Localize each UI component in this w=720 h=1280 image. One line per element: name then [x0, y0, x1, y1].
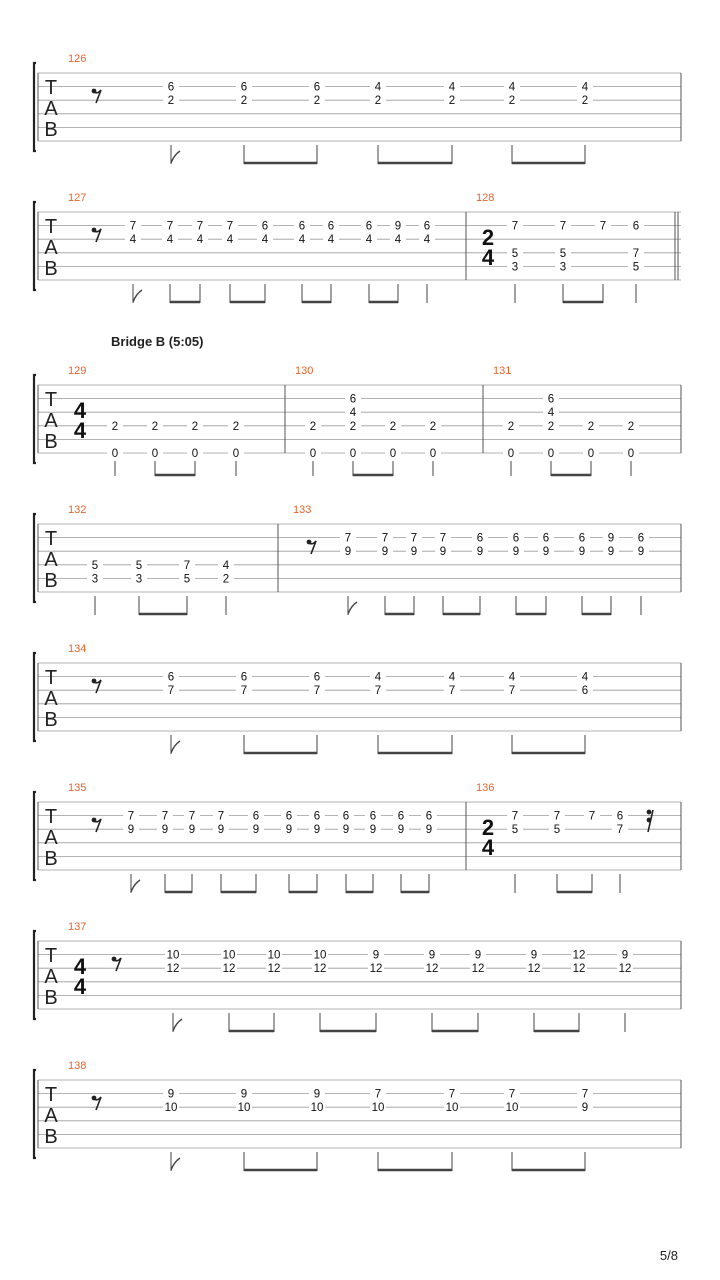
fret-number: 7: [374, 685, 382, 698]
fret-number: 9: [439, 546, 447, 559]
fret-number: 0: [349, 448, 357, 460]
fret-number: 6: [632, 220, 640, 233]
measure: [68, 504, 278, 615]
fret-number: 12: [572, 949, 586, 962]
fret-number: 9: [240, 1088, 248, 1101]
fret-number: 2: [232, 420, 240, 433]
fret-number: 2: [429, 420, 437, 433]
fret-number: 2: [240, 95, 248, 108]
fret-number: 4: [226, 234, 234, 247]
tab-system: [34, 1060, 681, 1171]
fret-number: 2: [581, 95, 589, 108]
note-flag: [171, 741, 180, 753]
measure: [295, 365, 483, 476]
fret-number: 4: [581, 81, 589, 94]
fret-number: 6: [616, 810, 624, 823]
measure: [68, 643, 681, 754]
fret-number: 5: [183, 573, 191, 586]
fret-number: 7: [217, 810, 225, 823]
fret-number: 12: [618, 963, 632, 976]
tab-clef-letter: B: [44, 258, 58, 280]
tab-clef-letter: T: [44, 389, 58, 411]
measure: [476, 192, 678, 303]
fret-number: 7: [129, 220, 137, 233]
tab-clef-letter: T: [44, 1084, 58, 1106]
system-bracket: [34, 931, 36, 1019]
fret-number: 6: [349, 393, 357, 406]
fret-number: 7: [313, 685, 321, 698]
fret-number: 9: [127, 824, 135, 837]
fret-number: 4: [349, 407, 357, 420]
measure-number: 135: [68, 782, 87, 794]
tab-clef-letter: T: [44, 806, 58, 828]
measure-number: 132: [68, 504, 87, 516]
fret-number: 9: [512, 546, 520, 559]
fret-number: 9: [167, 1088, 175, 1101]
measure: [68, 192, 466, 303]
fret-number: 6: [512, 532, 520, 545]
measure: [68, 365, 285, 476]
fret-number: 7: [448, 1088, 456, 1101]
fret-number: 7: [344, 532, 352, 545]
fret-number: 9: [394, 220, 402, 233]
tab-clef-letter: A: [44, 688, 58, 710]
tab-clef-letter: T: [44, 528, 58, 550]
fret-number: 2: [191, 420, 199, 433]
tab-clef-letter: A: [44, 827, 58, 849]
fret-number: 6: [476, 532, 484, 545]
fret-number: 4: [394, 234, 402, 247]
fret-number: 2: [313, 95, 321, 108]
fret-number: 9: [425, 824, 433, 837]
fret-number: 7: [166, 220, 174, 233]
fret-number: 9: [161, 824, 169, 837]
fret-number: 7: [167, 685, 175, 698]
measure-number: 131: [493, 365, 512, 377]
system-bracket: [34, 375, 36, 463]
tab-clef-letter: T: [44, 667, 58, 689]
rest-dot: [647, 810, 652, 815]
fret-number: 12: [267, 963, 281, 976]
fret-number: 12: [471, 963, 485, 976]
fret-number: 2: [547, 420, 555, 433]
note-flag: [171, 1158, 180, 1170]
measure-number: 136: [476, 782, 495, 794]
fret-number: 7: [553, 810, 561, 823]
fret-number: 4: [261, 234, 269, 247]
fret-number: 7: [511, 810, 519, 823]
fret-number: 7: [508, 1088, 516, 1101]
fret-number: 7: [196, 220, 204, 233]
fret-number: 9: [530, 949, 538, 962]
fret-number: 7: [559, 220, 567, 233]
tab-clef-letter: B: [44, 848, 58, 870]
fret-number: 4: [129, 234, 137, 247]
fret-number: 4: [374, 81, 382, 94]
tab-clef-letter: A: [44, 549, 58, 571]
fret-number: 9: [474, 949, 482, 962]
fret-number: 6: [252, 810, 260, 823]
fret-number: 0: [232, 448, 240, 460]
fret-number: 4: [365, 234, 373, 247]
fret-number: 6: [542, 532, 550, 545]
time-signature-top: 2: [481, 815, 495, 840]
fret-number: 0: [191, 448, 199, 460]
fret-number: 4: [581, 671, 589, 684]
fret-number: 7: [632, 247, 640, 260]
measure-number: 133: [293, 504, 312, 516]
measure-number: 137: [68, 921, 87, 933]
fret-number: 6: [369, 810, 377, 823]
measure: [68, 53, 681, 164]
fret-number: 7: [448, 685, 456, 698]
fret-number: 6: [365, 220, 373, 233]
tab-clef-letter: B: [44, 119, 58, 141]
fret-number: 4: [547, 407, 555, 420]
fret-number: 7: [127, 810, 135, 823]
fret-number: 2: [587, 420, 595, 433]
fret-number: 6: [397, 810, 405, 823]
fret-number: 2: [111, 420, 119, 433]
fret-number: 3: [559, 261, 567, 274]
measure: [68, 782, 466, 893]
fret-number: 7: [374, 1088, 382, 1101]
fret-number: 3: [135, 573, 143, 586]
fret-number: 10: [164, 1102, 178, 1115]
measure-number: 128: [476, 192, 495, 204]
measure-number: 134: [68, 643, 87, 655]
rest-dot: [307, 540, 312, 545]
rest-dot: [647, 818, 652, 823]
fret-number: 5: [553, 824, 561, 837]
time-signature-bottom: 4: [481, 835, 495, 860]
fret-number: 10: [310, 1102, 324, 1115]
fret-number: 7: [188, 810, 196, 823]
time-signature-bottom: 4: [481, 245, 495, 270]
fret-number: 7: [240, 685, 248, 698]
system-bracket: [34, 202, 36, 290]
fret-number: 4: [508, 671, 516, 684]
tab-system: [34, 192, 681, 303]
fret-number: 0: [309, 448, 317, 460]
fret-number: 9: [476, 546, 484, 559]
fret-number: 6: [285, 810, 293, 823]
fret-number: 5: [511, 824, 519, 837]
fret-number: 7: [410, 532, 418, 545]
fret-number: 2: [309, 420, 317, 433]
fret-number: 4: [166, 234, 174, 247]
time-signature-bottom: 4: [73, 974, 87, 999]
tab-clef-letter: A: [44, 966, 58, 988]
fret-number: 12: [425, 963, 439, 976]
tab-system: [34, 504, 681, 615]
fret-number: 2: [222, 573, 230, 586]
fret-number: 0: [389, 448, 397, 460]
fret-number: 4: [196, 234, 204, 247]
fret-number: 9: [188, 824, 196, 837]
fret-number: 5: [135, 559, 143, 572]
fret-number: 6: [240, 81, 248, 94]
fret-number: 0: [111, 448, 119, 460]
fret-number: 9: [369, 824, 377, 837]
fret-number: 6: [581, 685, 589, 698]
fret-number: 7: [183, 559, 191, 572]
fret-number: 9: [397, 824, 405, 837]
fret-number: 7: [616, 824, 624, 837]
fret-number: 9: [285, 824, 293, 837]
fret-number: 6: [167, 671, 175, 684]
fret-number: 2: [508, 95, 516, 108]
fret-number: 0: [429, 448, 437, 460]
fret-number: 2: [167, 95, 175, 108]
fret-number: 2: [627, 420, 635, 433]
fret-number: 10: [445, 1102, 459, 1115]
fret-number: 12: [222, 963, 236, 976]
measure-number: 126: [68, 53, 87, 65]
tab-clef-letter: T: [44, 216, 58, 238]
fret-number: 4: [327, 234, 335, 247]
fret-number: 0: [507, 448, 515, 460]
tab-clef-letter: B: [44, 987, 58, 1009]
fret-number: 4: [374, 671, 382, 684]
fret-number: 6: [342, 810, 350, 823]
fret-number: 6: [167, 81, 175, 94]
time-signature-top: 4: [73, 398, 87, 423]
fret-number: 0: [151, 448, 159, 460]
fret-number: 7: [508, 685, 516, 698]
fret-number: 9: [252, 824, 260, 837]
note-flag: [131, 880, 140, 892]
fret-number: 2: [374, 95, 382, 108]
tab-system: [34, 921, 681, 1032]
fret-number: 7: [439, 532, 447, 545]
tab-system: [34, 782, 681, 893]
tab-clef-letter: B: [44, 709, 58, 731]
fret-number: 6: [298, 220, 306, 233]
fret-number: 2: [151, 420, 159, 433]
fret-number: 9: [372, 949, 380, 962]
fret-number: 6: [423, 220, 431, 233]
fret-number: 9: [607, 532, 615, 545]
fret-number: 7: [599, 220, 607, 233]
fret-number: 6: [637, 532, 645, 545]
note-flag: [133, 290, 142, 302]
fret-number: 12: [572, 963, 586, 976]
fret-number: 5: [91, 559, 99, 572]
note-flag: [171, 151, 180, 163]
measure: [493, 365, 681, 476]
fret-number: 9: [342, 824, 350, 837]
fret-number: 7: [511, 220, 519, 233]
measure: [476, 782, 681, 893]
fret-number: 10: [505, 1102, 519, 1115]
tab-clef-letter: A: [44, 237, 58, 259]
tab-clef-letter: T: [44, 77, 58, 99]
fret-number: 3: [511, 261, 519, 274]
measure-number: 127: [68, 192, 87, 204]
system-bracket: [34, 1070, 36, 1158]
fret-number: 10: [166, 949, 180, 962]
fret-number: 2: [448, 95, 456, 108]
rest-dot: [92, 818, 97, 823]
fret-number: 9: [578, 546, 586, 559]
fret-number: 3: [91, 573, 99, 586]
fret-number: 9: [621, 949, 629, 962]
fret-number: 7: [588, 810, 596, 823]
note-flag: [173, 1019, 182, 1031]
measure-number: 130: [295, 365, 314, 377]
tab-clef-letter: B: [44, 431, 58, 453]
fret-number: 4: [423, 234, 431, 247]
system-bracket: [34, 63, 36, 151]
fret-number: 9: [217, 824, 225, 837]
fret-number: 6: [425, 810, 433, 823]
fret-number: 2: [507, 420, 515, 433]
fret-number: 12: [369, 963, 383, 976]
time-signature-bottom: 4: [73, 418, 87, 443]
rest-dot: [92, 228, 97, 233]
system-bracket: [34, 653, 36, 741]
fret-number: 9: [313, 824, 321, 837]
rest-dot: [92, 679, 97, 684]
fret-number: 7: [581, 1088, 589, 1101]
fret-number: 6: [313, 81, 321, 94]
fret-number: 10: [237, 1102, 251, 1115]
fret-number: 9: [344, 546, 352, 559]
fret-number: 4: [222, 559, 230, 572]
fret-number: 12: [527, 963, 541, 976]
fret-number: 6: [578, 532, 586, 545]
fret-number: 6: [313, 671, 321, 684]
tab-clef-letter: B: [44, 570, 58, 592]
fret-number: 6: [327, 220, 335, 233]
system-bracket: [34, 514, 36, 602]
fret-number: 9: [410, 546, 418, 559]
section-label: Bridge B (5:05): [111, 334, 204, 349]
fret-number: 4: [298, 234, 306, 247]
fret-number: 10: [371, 1102, 385, 1115]
tab-system: [34, 53, 681, 164]
tab-system: [34, 643, 681, 754]
system-bracket: [34, 792, 36, 880]
fret-number: 5: [632, 261, 640, 274]
fret-number: 10: [313, 949, 327, 962]
measure-number: 129: [68, 365, 87, 377]
fret-number: 12: [166, 963, 180, 976]
fret-number: 9: [381, 546, 389, 559]
time-signature-top: 4: [73, 954, 87, 979]
fret-number: 5: [511, 247, 519, 260]
time-signature-top: 2: [481, 225, 495, 250]
tab-clef-letter: B: [44, 1126, 58, 1148]
measure: [68, 921, 681, 1032]
fret-number: 9: [313, 1088, 321, 1101]
fret-number: 4: [508, 81, 516, 94]
tab-clef-letter: A: [44, 98, 58, 120]
measure-number: 138: [68, 1060, 87, 1072]
fret-number: 2: [349, 420, 357, 433]
tab-clef-letter: A: [44, 1105, 58, 1127]
rest-dot: [92, 1096, 97, 1101]
rest-dot: [112, 957, 117, 962]
fret-number: 9: [428, 949, 436, 962]
note-flag: [348, 602, 357, 614]
page-number: 5/8: [659, 1248, 678, 1263]
fret-number: 6: [313, 810, 321, 823]
tab-system: [34, 334, 681, 476]
tab-clef-letter: A: [44, 410, 58, 432]
fret-number: 6: [261, 220, 269, 233]
measure: [293, 504, 681, 615]
fret-number: 12: [313, 963, 327, 976]
fret-number: 0: [547, 448, 555, 460]
fret-number: 0: [587, 448, 595, 460]
fret-number: 7: [381, 532, 389, 545]
fret-number: 6: [547, 393, 555, 406]
fret-number: 9: [607, 546, 615, 559]
fret-number: 4: [448, 671, 456, 684]
tab-clef-letter: T: [44, 945, 58, 967]
rest-dot: [92, 89, 97, 94]
measure: [68, 1060, 681, 1171]
fret-number: 7: [161, 810, 169, 823]
fret-number: 10: [222, 949, 236, 962]
fret-number: 5: [559, 247, 567, 260]
fret-number: 9: [581, 1102, 589, 1115]
fret-number: 10: [267, 949, 281, 962]
fret-number: 9: [542, 546, 550, 559]
fret-number: 7: [226, 220, 234, 233]
fret-number: 9: [637, 546, 645, 559]
fret-number: 2: [389, 420, 397, 433]
fret-number: 4: [448, 81, 456, 94]
fret-number: 0: [627, 448, 635, 460]
fret-number: 6: [240, 671, 248, 684]
